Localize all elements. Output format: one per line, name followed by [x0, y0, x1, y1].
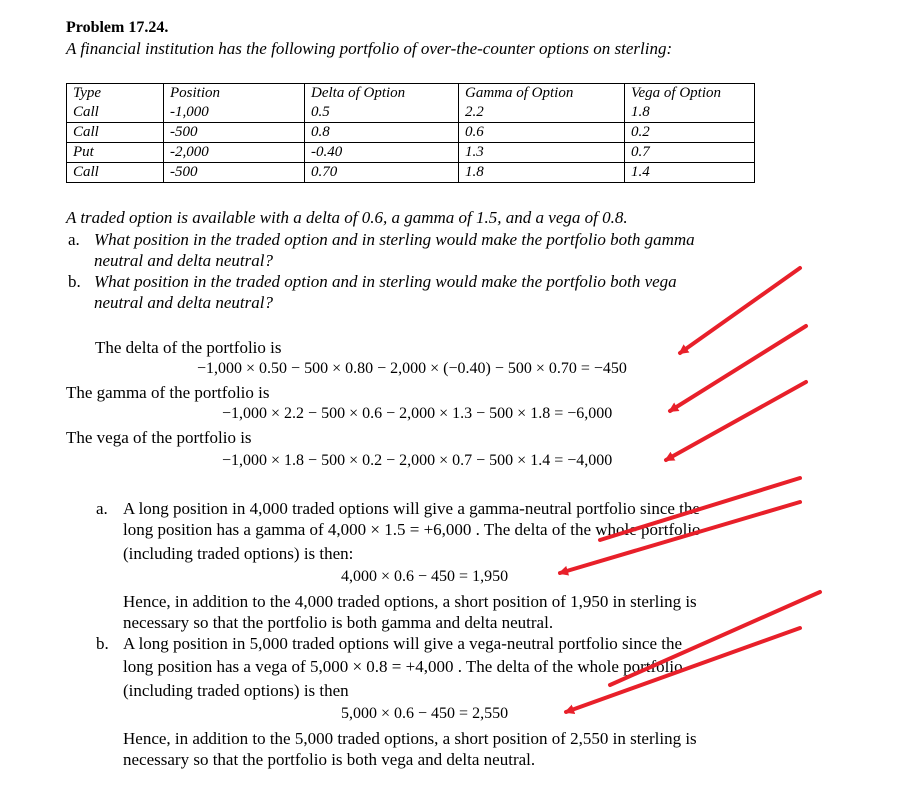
table-cell: Call [67, 123, 164, 143]
table-header-cell: Gamma of Option [459, 84, 625, 104]
solution-b-line2: long position has a vega of 5,000 × 0.8 = +4,000 . The delta of the whole portfolio [123, 657, 683, 676]
table-cell: 0.2 [625, 123, 755, 143]
strike-line-b [610, 592, 820, 685]
solution-b-marker: b. [96, 634, 109, 653]
table-cell: -2,000 [164, 143, 305, 163]
table-cell: 2.2 [459, 103, 625, 123]
delta-label: The delta of the portfolio is [95, 338, 282, 357]
solution-b-equation: 5,000 × 0.6 − 450 = 2,550 [341, 705, 509, 722]
table-cell: -1,000 [164, 103, 305, 123]
table-cell: 0.7 [625, 143, 755, 163]
table-cell: 0.5 [305, 103, 459, 123]
solution-a-line3: (including traded options) is then: [123, 544, 354, 563]
gamma-equation: −1,000 × 2.2 − 500 × 0.6 − 2,000 × 1.3 − 500 × 1.8 = −6,000 [222, 405, 613, 422]
solution-a-line2: long position has a gamma of 4,000 × 1.5 = +6,000 . The delta of the whole portfolio [123, 520, 701, 539]
delta-equation: −1,000 × 0.50 − 500 × 0.80 − 2,000 × (−0.40) − 500 × 0.70 = −450 [197, 360, 627, 377]
arrow-gamma [670, 326, 806, 411]
vega-equation: −1,000 × 1.8 − 500 × 0.2 − 2,000 × 0.7 − 500 × 1.4 = −4,000 [222, 452, 613, 469]
solution-a-equation: 4,000 × 0.6 − 450 = 1,950 [341, 568, 509, 585]
question-b-line1: What position in the traded option and in sterling would make the portfolio both vega [94, 272, 677, 291]
table-cell: 0.6 [459, 123, 625, 143]
solution-a-line1: A long position in 4,000 traded options will give a gamma-neutral portfolio since the [123, 499, 700, 518]
question-a-marker: a. [68, 230, 80, 249]
arrow-b [566, 628, 800, 712]
table-cell: -0.40 [305, 143, 459, 163]
traded-option-statement: A traded option is available with a delta of 0.6, a gamma of 1.5, and a vega of 0.8. [66, 208, 628, 227]
solution-b-line5: necessary so that the portfolio is both vega and delta neutral. [123, 750, 536, 769]
question-a-line2: neutral and delta neutral? [94, 251, 273, 270]
solution-b-line3: (including traded options) is then [123, 681, 349, 700]
table-header-cell: Type [67, 84, 164, 104]
table-cell: 1.8 [625, 103, 755, 123]
table-cell: 0.70 [305, 163, 459, 183]
table-cell: -500 [164, 123, 305, 143]
table-cell: 1.4 [625, 163, 755, 183]
gamma-label: The gamma of the portfolio is [66, 383, 270, 402]
table-header-cell: Position [164, 84, 305, 104]
problem-intro: A financial institution has the following portfolio of over-the-counter options on sterling: [66, 39, 673, 58]
table-cell: 1.3 [459, 143, 625, 163]
solution-b-line1: A long position in 5,000 traded options will give a vega-neutral portfolio since the [123, 634, 683, 653]
table-cell: Call [67, 163, 164, 183]
table-cell: 1.8 [459, 163, 625, 183]
arrow-a [560, 502, 800, 573]
solution-a-marker: a. [96, 499, 108, 518]
solution-a-line4: Hence, in addition to the 4,000 traded options, a short position of 1,950 in sterling is [123, 592, 697, 611]
table-cell: 0.8 [305, 123, 459, 143]
table-cell: -500 [164, 163, 305, 183]
question-b-marker: b. [68, 272, 81, 291]
arrow-vega [666, 382, 806, 460]
table-header-cell: Delta of Option [305, 84, 459, 104]
question-b-line2: neutral and delta neutral? [94, 293, 273, 312]
table-cell: Call [67, 103, 164, 123]
table-header-cell: Vega of Option [625, 84, 755, 104]
problem-title: Problem 17.24. [66, 19, 169, 36]
solution-a-line5: necessary so that the portfolio is both gamma and delta neutral. [123, 613, 554, 632]
vega-label: The vega of the portfolio is [66, 428, 252, 447]
table-cell: Put [67, 143, 164, 163]
solution-b-line4: Hence, in addition to the 5,000 traded options, a short position of 2,550 in sterling is [123, 729, 697, 748]
question-a-line1: What position in the traded option and in sterling would make the portfolio both gamma [94, 230, 695, 249]
